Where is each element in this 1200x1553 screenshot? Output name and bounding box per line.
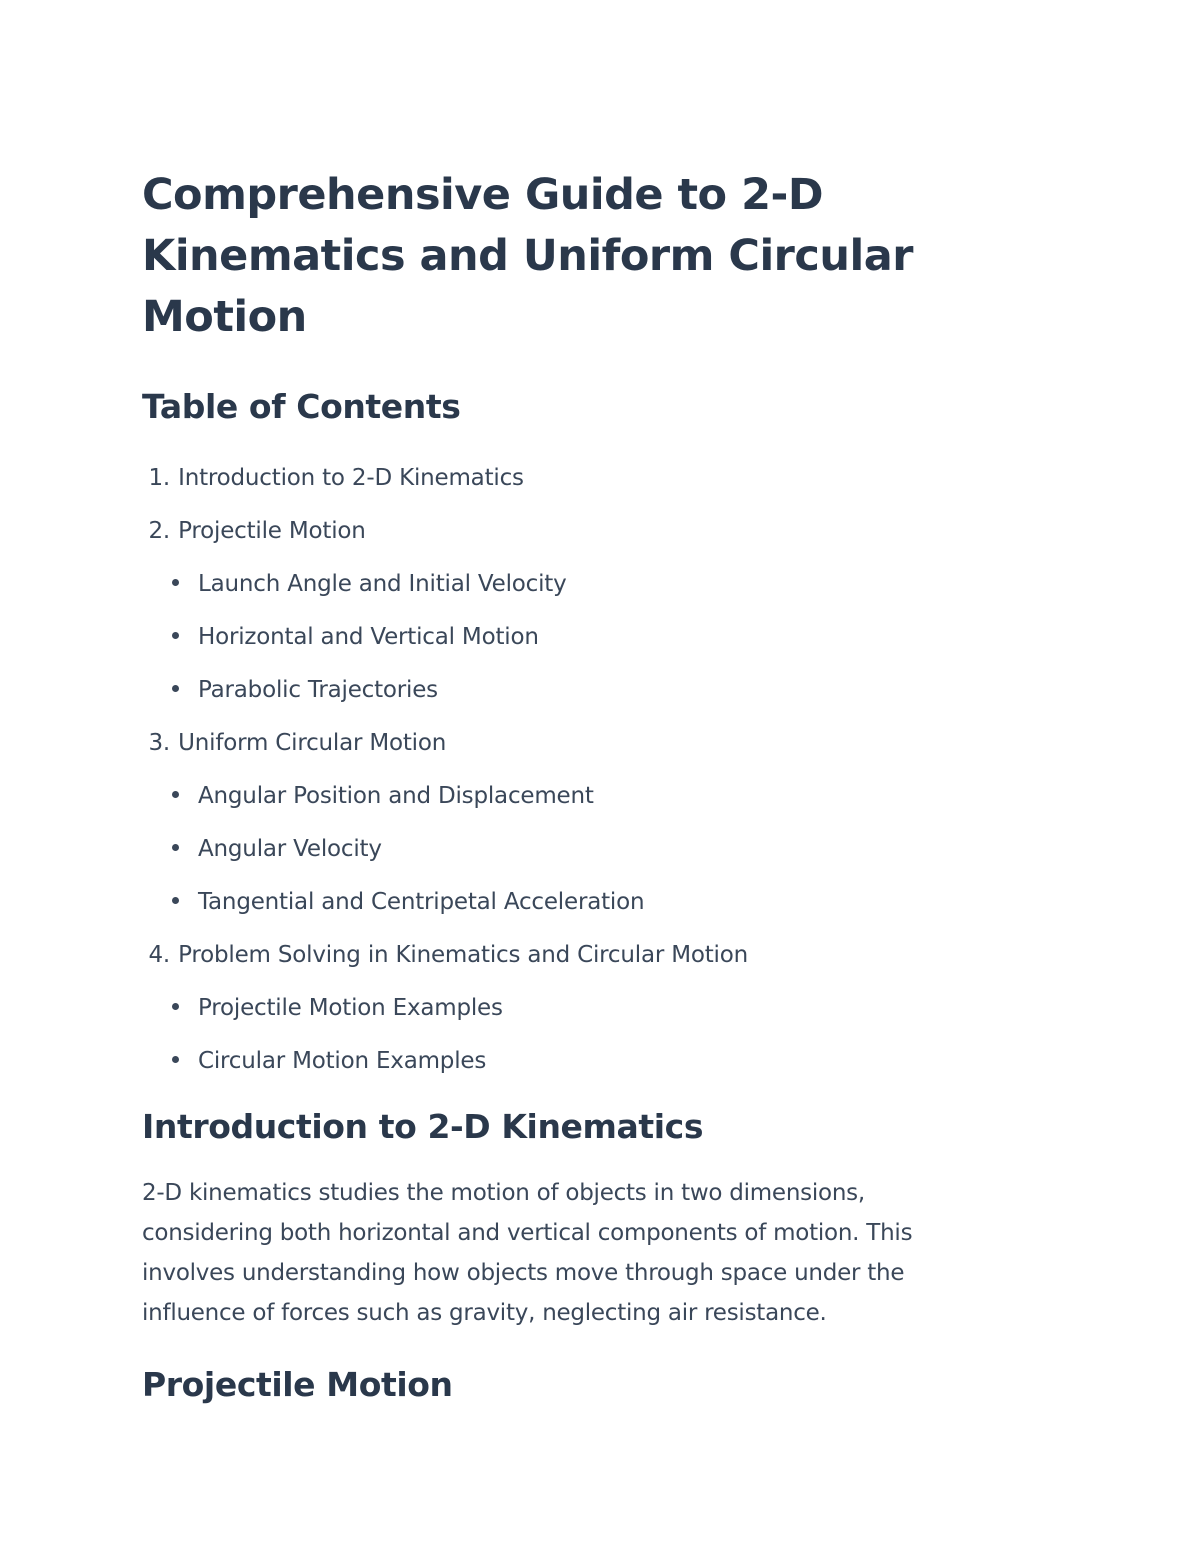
toc-subitem-label: Parabolic Trajectories (198, 677, 438, 703)
toc-subitem-label: Angular Position and Displacement (198, 783, 594, 809)
bullet-icon (172, 791, 179, 798)
section-paragraph-introduction: 2-D kinematics studies the motion of objects in two dimensions, considering both horizontal and vertical components of motion. This involves understanding how objects move through space under the influence of forces such as gravity, neglecting air resistance. (142, 1180, 913, 1326)
bullet-icon (172, 1003, 179, 1010)
toc-subitem-horizontal-vertical[interactable] (142, 611, 1022, 664)
toc-item-problem-solving[interactable] (142, 929, 1022, 982)
toc-item-number: 1. (148, 465, 170, 491)
toc-subitem-label: Angular Velocity (198, 836, 382, 862)
section-heading-introduction: Introduction to 2-D Kinematics (142, 1107, 704, 1146)
toc-subitem-label: Horizontal and Vertical Motion (198, 624, 539, 650)
toc-subitem-label: Tangential and Centripetal Acceleration (198, 889, 645, 915)
toc-item-label: Projectile Motion (178, 518, 366, 544)
toc-item-number: 4. (148, 942, 170, 968)
bullet-icon (172, 897, 179, 904)
toc-item-number: 3. (148, 730, 170, 756)
bullet-icon (172, 685, 179, 692)
toc-item-projectile-motion[interactable] (142, 505, 1022, 558)
toc-subitem-parabolic[interactable] (142, 664, 1022, 717)
toc-item-label: Introduction to 2-D Kinematics (178, 465, 524, 491)
toc-subitem-label: Launch Angle and Initial Velocity (198, 571, 567, 597)
toc-subitem-circular-examples[interactable] (142, 1035, 1022, 1088)
section-heading-projectile-motion: Projectile Motion (142, 1365, 453, 1404)
toc-subitem-angular-velocity[interactable] (142, 823, 1022, 876)
bullet-icon (172, 1056, 179, 1063)
toc-subitem-label: Circular Motion Examples (198, 1048, 487, 1074)
toc-subitem-projectile-examples[interactable] (142, 982, 1022, 1035)
toc-subitem-angular-position[interactable] (142, 770, 1022, 823)
bullet-icon (172, 632, 179, 639)
bullet-icon (172, 579, 179, 586)
toc-subitem-launch-angle[interactable] (142, 558, 1022, 611)
bullet-icon (172, 844, 179, 851)
toc-item-label: Uniform Circular Motion (178, 730, 447, 756)
document-page (142, 165, 1022, 1407)
toc-item-introduction[interactable] (142, 452, 1022, 505)
toc-item-label: Problem Solving in Kinematics and Circular Motion (178, 942, 748, 968)
toc-subitem-acceleration[interactable] (142, 876, 1022, 929)
toc-item-uniform-circular-motion[interactable] (142, 717, 1022, 770)
toc-item-number: 2. (148, 518, 170, 544)
toc-subitem-label: Projectile Motion Examples (198, 995, 503, 1021)
toc-heading: Table of Contents (142, 387, 461, 426)
table-of-contents (142, 452, 1022, 1088)
page-title: Comprehensive Guide to 2-D Kinematics and Uniform Circular Motion (142, 170, 913, 342)
